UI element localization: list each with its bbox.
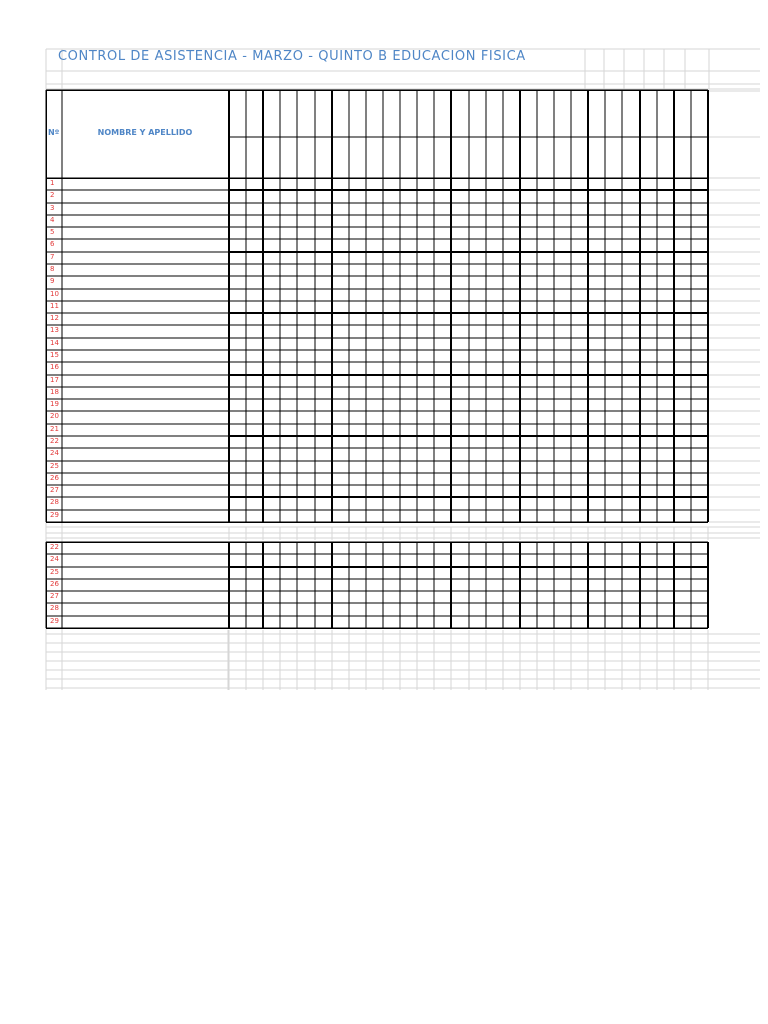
row-number: 24 <box>50 449 59 457</box>
header-name: NOMBRE Y APELLIDO <box>97 128 193 137</box>
row-number: 29 <box>50 511 59 519</box>
sheet-title: CONTROL DE ASISTENCIA - MARZO - QUINTO B EDUCACION FISICA <box>58 49 526 64</box>
row-number: 11 <box>50 302 59 310</box>
row-number: 12 <box>50 314 59 322</box>
row-number: 26 <box>50 580 59 588</box>
row-number: 1 <box>50 179 55 187</box>
row-number: 7 <box>50 253 55 261</box>
row-number: 25 <box>50 462 59 470</box>
row-number: 18 <box>50 388 59 396</box>
row-number: 2 <box>50 191 55 199</box>
row-number: 13 <box>50 326 59 334</box>
row-number: 28 <box>50 498 59 506</box>
row-number: 21 <box>50 425 59 433</box>
row-number: 29 <box>50 617 59 625</box>
row-number: 27 <box>50 592 59 600</box>
row-number: 25 <box>50 568 59 576</box>
row-number: 22 <box>50 437 59 445</box>
row-number: 17 <box>50 376 59 384</box>
row-number: 14 <box>50 339 59 347</box>
row-number: 27 <box>50 486 59 494</box>
row-number: 3 <box>50 204 55 212</box>
row-number: 10 <box>50 290 59 298</box>
row-number: 4 <box>50 216 55 224</box>
row-number: 8 <box>50 265 55 273</box>
row-number: 9 <box>50 277 55 285</box>
row-number: 22 <box>50 543 59 551</box>
row-number: 15 <box>50 351 59 359</box>
row-number: 28 <box>50 604 59 612</box>
row-number: 16 <box>50 363 59 371</box>
row-number: 26 <box>50 474 59 482</box>
header-number: Nº <box>48 128 60 137</box>
row-number: 20 <box>50 412 59 420</box>
row-number: 5 <box>50 228 55 236</box>
row-number: 24 <box>50 555 59 563</box>
row-number: 19 <box>50 400 59 408</box>
row-number: 6 <box>50 240 55 248</box>
